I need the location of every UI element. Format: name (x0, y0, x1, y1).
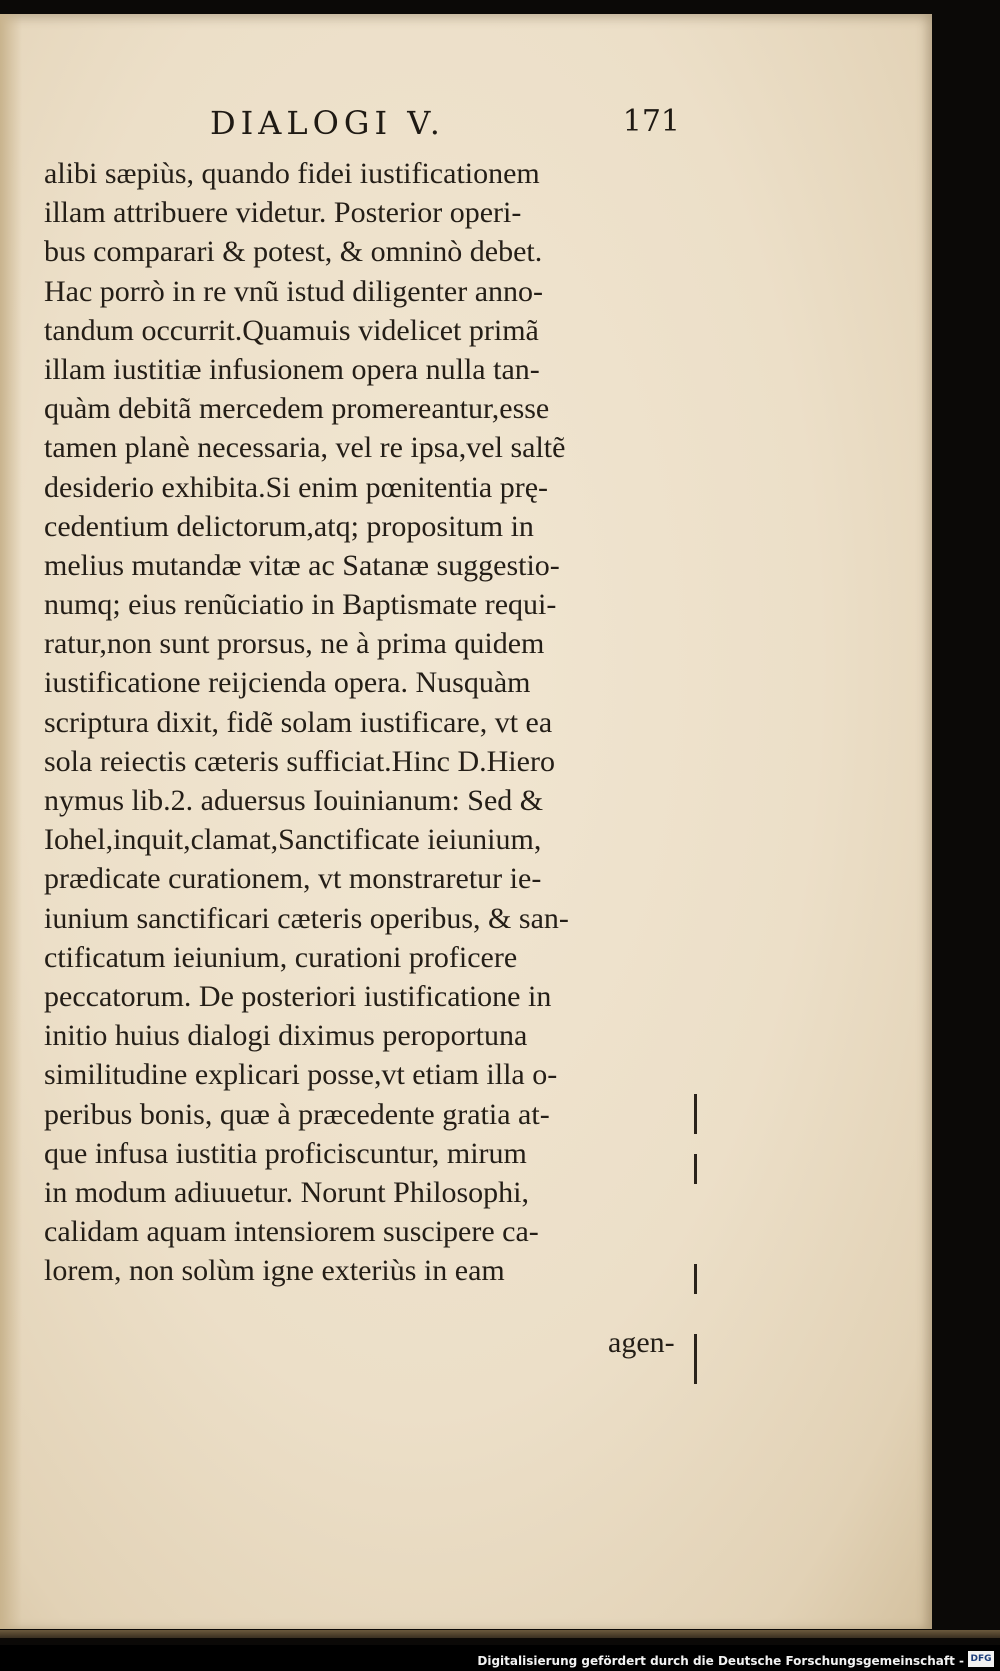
text-line: initio huius dialogi diximus peroportuna (44, 1019, 528, 1053)
margin-marks (690, 1094, 710, 1384)
text-line: quàm debitã mercedem promereantur,esse (44, 392, 550, 426)
text-line: iunium sanctificari cæteris operibus, & san- (44, 901, 569, 935)
text-line: cedentium delictorum,atq; propositum in (44, 509, 534, 543)
book-page (0, 14, 932, 1629)
text-line: in modum adiuuetur. Norunt Philosophi, (44, 1175, 529, 1209)
margin-mark (694, 1264, 697, 1294)
text-line: scriptura dixit, fidẽ solam iustificare, vt ea (44, 705, 553, 739)
text-line: melius mutandæ vitæ ac Satanæ suggestio- (44, 548, 560, 582)
margin-mark (694, 1334, 697, 1384)
text-line: sola reiectis cæteris sufficiat.Hinc D.Hiero (44, 744, 555, 778)
running-head: DIALOGI V. (210, 104, 445, 142)
text-line: tandum occurrit.Quamuis videlicet primã (44, 313, 539, 347)
text-line: nymus lib.2. aduersus Iouinianum: Sed & (44, 784, 544, 817)
text-line: lorem, non solùm igne exteriùs in eam (44, 1254, 505, 1288)
text-line: iustificatione reijcienda opera. Nusquàm (44, 666, 531, 700)
text-line: ctificatum ieiunium, curationi proficere (44, 940, 518, 974)
page-number: 171 (622, 104, 680, 139)
text-line: illam attribuere videtur. Posterior operi- (44, 196, 522, 230)
text-line: que infusa iustitia proficiscuntur, mirum (44, 1136, 527, 1170)
text-line: bus comparari & potest, & omninò debet. (44, 235, 543, 269)
text-line: numq; eius renũciatio in Baptismate requi- (44, 588, 557, 622)
page-bottom-edge (0, 1630, 1000, 1638)
text-line: peribus bonis, quæ à præcedente gratia at- (44, 1097, 550, 1131)
text-line: desiderio exhibita.Si enim pœnitentia prę- (44, 470, 549, 504)
catchword: agen- (608, 1326, 675, 1359)
page-header (210, 104, 680, 148)
margin-mark (694, 1154, 697, 1184)
footer-credit: Digitalisierung gefördert durch die Deutsche Forschungsgemeinschaft - (477, 1654, 964, 1668)
text-line: illam iustitiæ infusionem opera nulla tan- (44, 352, 540, 386)
text-line: peccatorum. De posteriori iustificatione in (44, 979, 552, 1013)
text-line: ratur,non sunt prorsus, ne à prima quidem (44, 627, 545, 661)
text-line: calidam aquam intensiorem suscipere ca- (44, 1215, 539, 1249)
text-line: alibi sæpiùs, quando fidei iustificationem (44, 157, 540, 190)
text-line: Hac porrò in re vnũ istud diligenter anno- (44, 274, 544, 308)
text-line: tamen planè necessaria, vel re ipsa,vel saltẽ (44, 431, 566, 465)
dfg-logo-icon: DFG (968, 1651, 994, 1667)
margin-mark (694, 1094, 697, 1134)
text-line: Iohel,inquit,clamat,Sanctificate ieiunium, (44, 823, 542, 857)
text-line: prædicate curationem, vt monstraretur ie- (44, 862, 542, 896)
text-line: similitudine explicari posse,vt etiam illa o- (44, 1058, 558, 1092)
footer-bar (0, 1645, 1000, 1671)
body-text (44, 154, 684, 1290)
